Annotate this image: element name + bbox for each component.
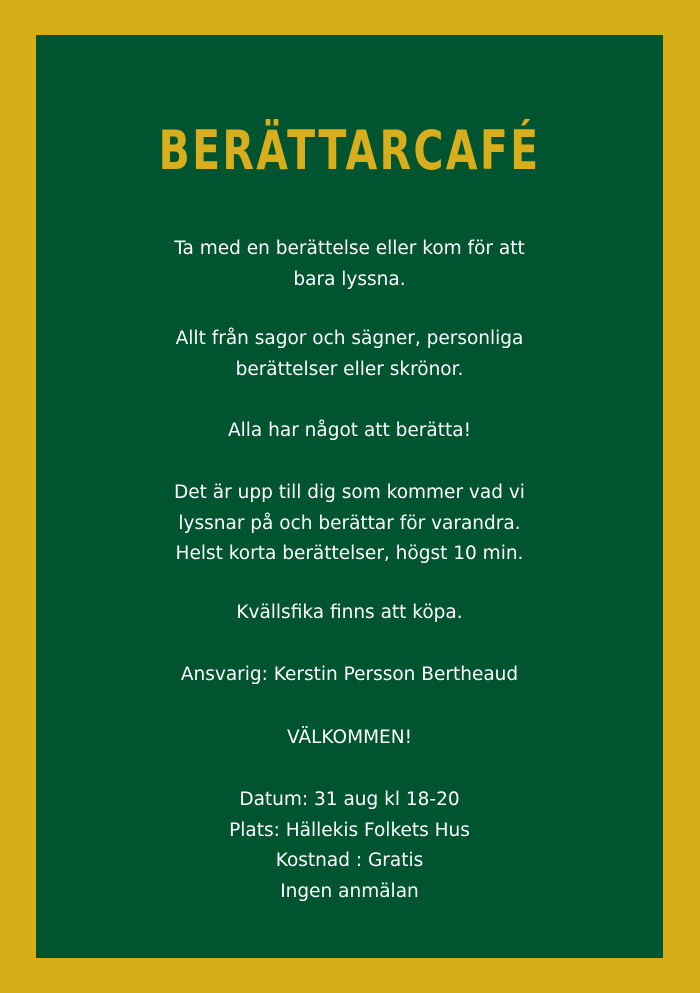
welcome-text: VÄLKOMMEN!	[287, 727, 412, 748]
genres-line-1: Allt från sagor och sägner, personliga	[175, 328, 524, 349]
rules-line-3: Helst korta berättelser, högst 10 min.	[175, 543, 524, 564]
rules-paragraph	[36, 478, 663, 570]
slogan-paragraph	[36, 416, 663, 447]
organizer-text: Ansvarig: Kerstin Persson Bertheaud	[180, 664, 519, 685]
rules-line-1: Det är upp till dig som kommer vad vi	[174, 482, 525, 503]
welcome-paragraph	[36, 723, 663, 754]
event-cost: Kostnad : Gratis	[275, 850, 424, 871]
poster-title: BERÄTTARCAFÉ	[158, 119, 541, 182]
slogan-text: Alla har något att berätta!	[227, 420, 471, 441]
genres-paragraph	[36, 324, 663, 385]
event-place: Plats: Hällekis Folkets Hus	[229, 819, 470, 841]
fika-text: Kvällsfika finns att köpa.	[236, 602, 463, 623]
genres-line-2: berättelser eller skrönor.	[235, 358, 464, 380]
poster	[36, 35, 663, 958]
fika-paragraph	[36, 598, 663, 629]
event-date: Datum: 31 aug kl 18-20	[239, 789, 460, 810]
intro-line-1: Ta med en berättelse eller kom för att	[174, 238, 525, 259]
rules-line-2: lyssnar på och berättar för varandra.	[178, 512, 521, 534]
organizer-paragraph	[36, 660, 663, 691]
event-registration: Ingen anmälan	[280, 880, 419, 902]
intro-paragraph	[36, 234, 663, 295]
details-paragraph	[36, 785, 663, 907]
intro-line-2: bara lyssna.	[293, 268, 406, 290]
